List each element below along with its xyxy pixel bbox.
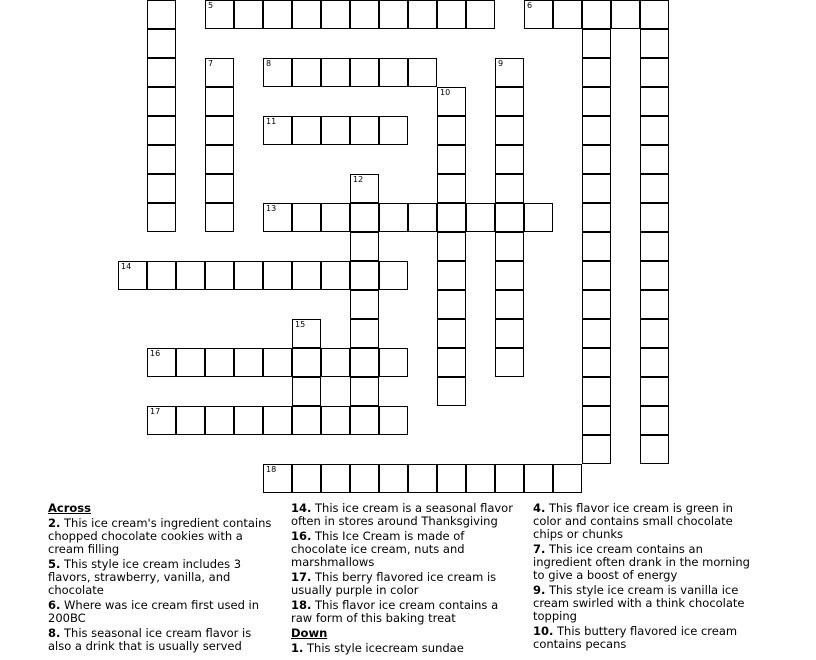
cell-number: 13: [266, 204, 277, 213]
grid-cell[interactable]: [582, 116, 611, 145]
grid-cell[interactable]: [292, 116, 321, 145]
grid-cell[interactable]: [495, 348, 524, 377]
grid-cell[interactable]: [147, 203, 176, 232]
grid-cell[interactable]: [495, 319, 524, 348]
grid-cell[interactable]: [350, 348, 379, 377]
grid-cell[interactable]: [466, 0, 495, 29]
grid-cell[interactable]: [495, 290, 524, 319]
grid-cell[interactable]: [292, 464, 321, 493]
grid-cell[interactable]: [234, 261, 263, 290]
grid-cell[interactable]: [263, 348, 292, 377]
grid-cell[interactable]: [379, 203, 408, 232]
clue-across-17: 17. This berry flavored ice cream is usually purple in color: [291, 570, 497, 597]
grid-cell[interactable]: [582, 319, 611, 348]
cell-number: 18: [266, 465, 277, 474]
grid-cell[interactable]: [292, 58, 321, 87]
grid-cell[interactable]: [176, 261, 205, 290]
grid-cell[interactable]: [408, 0, 437, 29]
grid-cell[interactable]: [350, 58, 379, 87]
grid-cell[interactable]: [292, 377, 321, 406]
grid-cell[interactable]: [350, 0, 379, 29]
grid-cell[interactable]: [321, 0, 350, 29]
grid-cell[interactable]: [495, 87, 524, 116]
grid-cell[interactable]: [640, 29, 669, 58]
grid-cell[interactable]: [205, 406, 234, 435]
grid-cell[interactable]: [437, 319, 466, 348]
grid-cell[interactable]: [582, 174, 611, 203]
grid-cell[interactable]: [640, 290, 669, 319]
clues-column-2: [291, 502, 519, 657]
grid-cell[interactable]: [292, 261, 321, 290]
grid-cell[interactable]: [263, 406, 292, 435]
grid-cell[interactable]: [640, 0, 669, 29]
clue-across-18: 18. This flavor ice cream contains a raw form of this baking treat: [291, 598, 499, 625]
grid-cell[interactable]: [118, 261, 147, 290]
grid-cell[interactable]: [205, 261, 234, 290]
cell-number: 12: [353, 175, 364, 184]
cell-number: 15: [295, 320, 306, 329]
grid-cell[interactable]: [147, 116, 176, 145]
grid-cell[interactable]: [147, 261, 176, 290]
grid-cell[interactable]: [524, 0, 553, 29]
cell-number: 16: [150, 349, 161, 358]
grid-cell[interactable]: [640, 261, 669, 290]
grid-cell[interactable]: [524, 203, 553, 232]
grid-cell[interactable]: [582, 261, 611, 290]
grid-cell[interactable]: [640, 377, 669, 406]
grid-cell[interactable]: [640, 406, 669, 435]
clue-down-4: 4. This flavor ice cream is green in color and contains small chocolate chips or chunks: [533, 501, 733, 541]
grid-cell[interactable]: [524, 464, 553, 493]
clue-down-9: 9. This style ice cream is vanilla ice cream swirled with a think chocolate topping: [533, 583, 745, 623]
grid-cell[interactable]: [147, 0, 176, 29]
clue-down-7: 7. This ice cream contains an ingredient often drank in the morning to give a boost of energy: [533, 542, 750, 582]
grid-cell[interactable]: [582, 348, 611, 377]
grid-cell[interactable]: [292, 406, 321, 435]
grid-cell[interactable]: [292, 0, 321, 29]
grid-cell[interactable]: [379, 261, 408, 290]
grid-cell[interactable]: [640, 319, 669, 348]
grid-cell[interactable]: [147, 145, 176, 174]
cell-number: 8: [266, 59, 272, 68]
down-heading: Down: [291, 626, 328, 640]
grid-cell[interactable]: [582, 232, 611, 261]
grid-cell[interactable]: [640, 58, 669, 87]
grid-cell[interactable]: [263, 464, 292, 493]
grid-cell[interactable]: [147, 406, 176, 435]
grid-cell[interactable]: [640, 203, 669, 232]
grid-cell[interactable]: [495, 261, 524, 290]
clue-across-8: 8. This seasonal ice cream flavor is also a drink that is usually served: [48, 626, 252, 653]
clue-across-16: 16. This Ice Cream is made of chocolate ice cream, nuts and marshmallows: [291, 529, 465, 569]
grid-cell[interactable]: [147, 29, 176, 58]
grid-cell[interactable]: [234, 406, 263, 435]
grid-cell[interactable]: [408, 58, 437, 87]
grid-cell[interactable]: [379, 406, 408, 435]
grid-cell[interactable]: [582, 290, 611, 319]
grid-cell[interactable]: [582, 29, 611, 58]
grid-cell[interactable]: [350, 174, 379, 203]
grid-cell[interactable]: [437, 174, 466, 203]
grid-cell[interactable]: [292, 319, 321, 348]
grid-cell[interactable]: [466, 464, 495, 493]
grid-cell[interactable]: [437, 348, 466, 377]
grid-cell[interactable]: [350, 464, 379, 493]
grid-cell[interactable]: [437, 377, 466, 406]
grid-cell[interactable]: [350, 290, 379, 319]
grid-cell[interactable]: [292, 203, 321, 232]
grid-cell[interactable]: [582, 87, 611, 116]
grid-cell[interactable]: [582, 377, 611, 406]
cell-number: 6: [527, 1, 533, 10]
grid-cell[interactable]: [205, 174, 234, 203]
grid-cell[interactable]: [553, 0, 582, 29]
grid-cell[interactable]: [582, 145, 611, 174]
grid-cell[interactable]: [321, 261, 350, 290]
grid-cell[interactable]: [582, 0, 611, 29]
grid-cell[interactable]: [640, 116, 669, 145]
grid-cell[interactable]: [321, 464, 350, 493]
grid-cell[interactable]: [640, 348, 669, 377]
grid-cell[interactable]: [350, 116, 379, 145]
grid-cell[interactable]: [437, 203, 466, 232]
grid-cell[interactable]: [147, 87, 176, 116]
grid-cell[interactable]: [437, 87, 466, 116]
clue-across-5: 5. This style ice cream includes 3 flavors, strawberry, vanilla, and chocolate: [48, 557, 242, 597]
grid-cell[interactable]: [640, 174, 669, 203]
grid-cell[interactable]: [350, 377, 379, 406]
cell-number: 5: [208, 1, 214, 10]
grid-cell[interactable]: [350, 406, 379, 435]
grid-cell[interactable]: [437, 0, 466, 29]
clue-down-1: 1. This style icecream sundae: [291, 641, 464, 655]
clues-column-3: [533, 502, 763, 653]
grid-cell[interactable]: [205, 203, 234, 232]
grid-cell[interactable]: [582, 406, 611, 435]
grid-cell[interactable]: [437, 116, 466, 145]
grid-cell[interactable]: [640, 145, 669, 174]
grid-cell[interactable]: [640, 435, 669, 464]
grid-cell[interactable]: [379, 58, 408, 87]
grid-cell[interactable]: [205, 0, 234, 29]
grid-cell[interactable]: [205, 348, 234, 377]
grid-cell[interactable]: [321, 348, 350, 377]
grid-cell[interactable]: [321, 58, 350, 87]
grid-cell[interactable]: [582, 435, 611, 464]
cell-number: 7: [208, 59, 214, 68]
grid-cell[interactable]: [640, 232, 669, 261]
grid-cell[interactable]: [321, 116, 350, 145]
grid-cell[interactable]: [176, 348, 205, 377]
grid-cell[interactable]: [350, 203, 379, 232]
grid-cell[interactable]: [408, 464, 437, 493]
grid-cell[interactable]: [495, 464, 524, 493]
grid-cell[interactable]: [321, 406, 350, 435]
grid-cell[interactable]: [495, 174, 524, 203]
grid-cell[interactable]: [263, 203, 292, 232]
grid-cell[interactable]: [205, 116, 234, 145]
grid-cell[interactable]: [437, 464, 466, 493]
across-heading: Across: [48, 501, 91, 515]
grid-cell[interactable]: [350, 319, 379, 348]
grid-cell[interactable]: [350, 261, 379, 290]
grid-cell[interactable]: [321, 203, 350, 232]
grid-cell[interactable]: [582, 203, 611, 232]
grid-cell[interactable]: [263, 116, 292, 145]
clue-down-10: 10. This buttery flavored ice cream contains pecans: [533, 624, 738, 651]
grid-cell[interactable]: [611, 0, 640, 29]
grid-cell[interactable]: [437, 261, 466, 290]
grid-cell[interactable]: [437, 290, 466, 319]
grid-cell[interactable]: [292, 348, 321, 377]
clue-across-6: 6. Where was ice cream first used in 200BC: [48, 598, 260, 625]
cell-number: 14: [121, 262, 132, 271]
grid-cell[interactable]: [495, 116, 524, 145]
grid-cell[interactable]: [176, 406, 205, 435]
grid-cell[interactable]: [147, 174, 176, 203]
grid-cell[interactable]: [263, 58, 292, 87]
grid-cell[interactable]: [234, 348, 263, 377]
grid-cell[interactable]: [205, 87, 234, 116]
grid-cell[interactable]: [379, 464, 408, 493]
grid-cell[interactable]: [408, 203, 437, 232]
clue-across-2: 2. This ice cream's ingredient contains chopped chocolate cookies with a cream filling: [48, 516, 272, 556]
grid-cell[interactable]: [437, 232, 466, 261]
grid-cell[interactable]: [205, 58, 234, 87]
grid-cell[interactable]: [640, 87, 669, 116]
grid-cell[interactable]: [582, 58, 611, 87]
grid-cell[interactable]: [147, 348, 176, 377]
cell-number: 17: [150, 407, 161, 416]
grid-cell[interactable]: [495, 232, 524, 261]
grid-cell[interactable]: [234, 0, 263, 29]
grid-cell[interactable]: [466, 203, 495, 232]
grid-cell[interactable]: [263, 0, 292, 29]
grid-cell[interactable]: [495, 203, 524, 232]
grid-cell[interactable]: [147, 58, 176, 87]
cell-number: 9: [498, 59, 504, 68]
grid-cell[interactable]: [379, 116, 408, 145]
clues-column-1: [48, 502, 273, 655]
grid-cell[interactable]: [350, 232, 379, 261]
grid-cell[interactable]: [205, 145, 234, 174]
grid-cell[interactable]: [495, 58, 524, 87]
grid-cell[interactable]: [379, 348, 408, 377]
clue-across-14: 14. This ice cream is a seasonal flavor often in stores around Thanksgiving: [291, 501, 513, 528]
cell-number: 10: [440, 88, 451, 97]
grid-cell[interactable]: [437, 145, 466, 174]
grid-cell[interactable]: [263, 261, 292, 290]
grid-cell[interactable]: [495, 145, 524, 174]
cell-number: 11: [266, 117, 277, 126]
grid-cell[interactable]: [553, 464, 582, 493]
grid-cell[interactable]: [379, 0, 408, 29]
